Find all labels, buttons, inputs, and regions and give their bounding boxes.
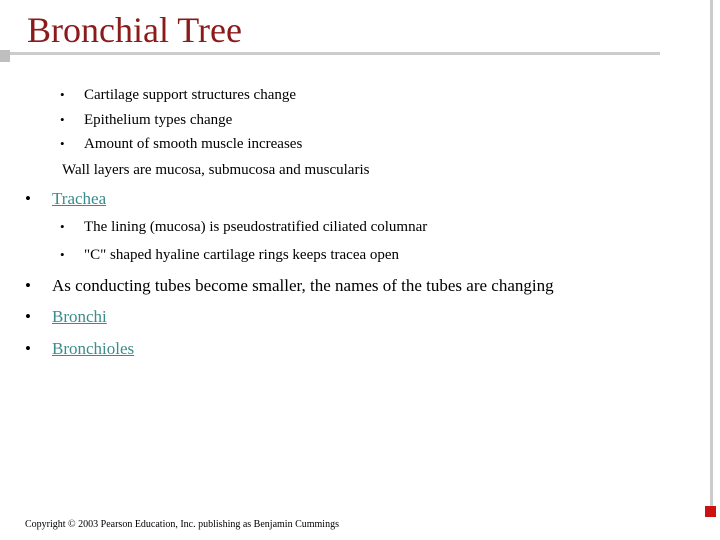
bullet-text: The lining (mucosa) is pseudostratified ciliated columnar [84, 219, 428, 235]
bullet-icon: • [60, 112, 65, 127]
bullet-text: As conducting tubes become smaller, the names of the tubes are changing [52, 276, 554, 295]
bullet-icon: • [60, 247, 65, 262]
bullet-icon: • [60, 219, 65, 234]
title-underline-rule [0, 52, 660, 55]
bullet-icon: • [60, 87, 65, 102]
gray-corner-square [0, 50, 10, 62]
bullet-icon: • [25, 339, 31, 358]
bronchi-link[interactable]: Bronchi [52, 307, 107, 326]
bronchioles-link[interactable]: Bronchioles [52, 339, 135, 358]
bullet-text: Cartilage support structures change [84, 87, 297, 103]
red-corner-square [705, 506, 716, 517]
bullet-icon: • [60, 136, 65, 151]
bullet-icon: • [25, 189, 31, 208]
bullet-text: Epithelium types change [84, 112, 233, 128]
right-vertical-rule [710, 0, 713, 508]
copyright-notice: Copyright © 2003 Pearson Education, Inc. publishing as Benjamin Cummings [25, 519, 339, 530]
trachea-link[interactable]: Trachea [52, 189, 107, 208]
bullet-icon: • [25, 276, 31, 295]
bullet-text: Amount of smooth muscle increases [84, 136, 303, 152]
slide-title: Bronchial Tree [27, 10, 242, 50]
bullet-text: "C" shaped hyaline cartilage rings keeps tracea open [84, 247, 400, 263]
bullet-icon: • [25, 307, 31, 326]
wall-layers-text: Wall layers are mucosa, submucosa and muscularis [62, 162, 370, 178]
